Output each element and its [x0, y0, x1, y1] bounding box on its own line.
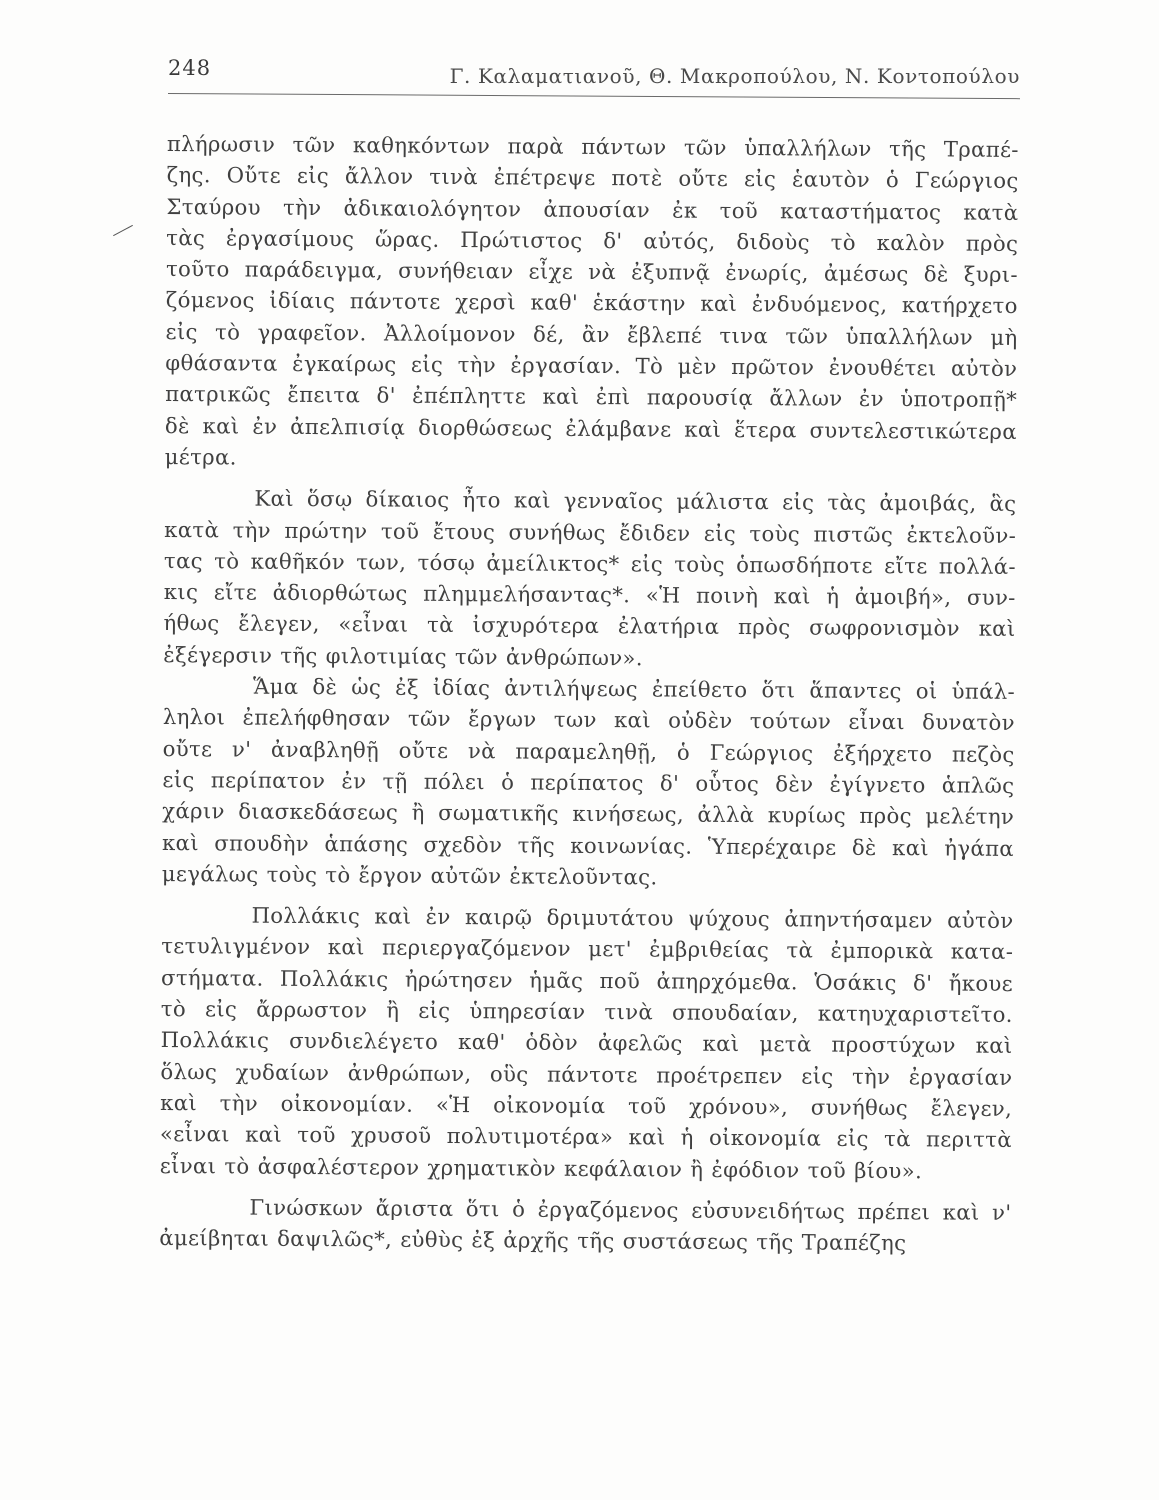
text-line: Ἅμα δὲ ὡς ἐξ ἰδίας ἀντιλήψεως ἐπείθετο ὅτι ἅπαντες οἱ ὑπάλ-: [253, 673, 1016, 704]
text-line: μεγάλως τοὺς τὸ ἔργον αὐτῶν ἐκτελοῦντας.: [161, 860, 658, 890]
text-line: δὲ καὶ ἐν ἀπελπισίᾳ διορθώσεως ἐλάμβανε καὶ ἕτερα συντελεστικώτερα: [164, 412, 1017, 444]
text-line: τας τὸ καθῆκόν των, τόσῳ ἀμείλικτος* εἰς τοὺς ὁπωσδήποτε εἴτε πολλά-: [163, 547, 1017, 579]
text-line: κατὰ τὴν πρώτην τοῦ ἔτους συνήθως ἔδιδεν εἰς τοὺς πιστῶς ἐκτελοῦν-: [164, 516, 1017, 548]
text-line: τετυλιγμένον καὶ περιεργαζόμενον μετ' ἐμβριθείας τὰ ἐμπορικὰ κατα-: [161, 933, 1014, 965]
text-line: καὶ τὴν οἰκονομίαν. «Ἡ οἰκονομία τοῦ χρόνου», συνήθως ἔλεγεν,: [160, 1089, 1013, 1121]
text-line: στήματα. Πολλάκις ἠρώτησεν ἡμᾶς ποῦ ἀπηρχόμεθα. Ὁσάκις δ' ἤκουε: [160, 964, 1014, 996]
text-line: καὶ σπουδὴν ἁπάσης σχεδὸν τῆς κοινωνίας. Ὑπερέχαιρε δὲ καὶ ἠγάπα: [161, 829, 1015, 861]
page-number: 248: [168, 56, 212, 80]
header-authors: Γ. Καλαματιανοῦ, Θ. Μακροπούλου, Ν. Κοντοπούλου: [449, 64, 1020, 88]
margin-pencil-mark: [113, 225, 133, 236]
text-line: ήθως ἔλεγεν, «εἶναι τὰ ἰσχυρότερα ἐλατήρια πρὸς σωφρονισμὸν καὶ: [163, 610, 1016, 642]
text-line: τὰς ἐργασίμους ὥρας. Πρώτιστος δ' αὐτός, διδοὺς τὸ καλὸν πρὸς: [166, 224, 1019, 256]
text-line: εἰς τὸ γραφεῖον. Ἀλλοίμονον δέ, ἂν ἔβλεπέ τινα τῶν ὑπαλλήλων μὴ: [165, 318, 1018, 350]
text-line: εἰς περίπατον ἐν τῇ πόλει ὁ περίπατος δ' οὗτος δὲν ἐγίγνετο ἁπλῶς: [162, 766, 1015, 798]
text-line: ἀμείβηται δαψιλῶς*, εὐθὺς ἐξ ἀρχῆς τῆς συστάσεως τῆς Τραπέζης: [159, 1225, 907, 1256]
text-line: κις εἴτε ἀδιορθώτως πλημμελήσαντας*. «Ἡ ποινὴ καὶ ἡ ἀμοιβή», συν-: [163, 579, 1016, 611]
text-line: Πολλάκις συνδιελέγετο καθ' ὁδὸν ἀφελῶς καὶ μετὰ προστύχων καὶ: [160, 1027, 1013, 1059]
text-line: Πολλάκις καὶ ἐν καιρῷ δριμυτάτου ψύχους ἀπηντήσαμεν αὐτὸν: [251, 902, 1014, 934]
text-line: Σταύρου τὴν ἀδικαιολόγητον ἀπουσίαν ἐκ τοῦ καταστήματος κατὰ: [166, 193, 1019, 225]
text-line: Γινώσκων ἄριστα ὅτι ὁ ἐργαζόμενος εὐσυνειδήτως πρέπει καὶ ν': [249, 1194, 1012, 1225]
text-line: τοῦτο παράδειγμα, συνήθειαν εἶχε νὰ ἐξυπνᾷ ἐνωρίς, ἀμέσως δὲ ξυρι-: [165, 256, 1019, 288]
text-line: Καὶ ὅσῳ δίκαιος ἦτο καὶ γενναῖος μάλιστα εἰς τὰς ἀμοιβάς, ἃς: [254, 485, 1017, 517]
text-line: ζόμενος ἰδίαις πάντοτε χερσὶ καθ' ἑκάστην καὶ ἐνδυόμενος, κατήρχετο: [165, 287, 1018, 319]
text-line: ληλοι ἐπελήφθησαν τῶν ἔργων των καὶ οὐδὲν τούτων εἶναι δυνατὸν: [162, 704, 1015, 736]
text-line: πατρικῶς ἔπειτα δ' ἐπέπληττε καὶ ἐπὶ παρουσίᾳ ἄλλων ἐν ὑποτροπῇ*: [165, 381, 1018, 413]
text-line: ὅλως χυδαίων ἀνθρώπων, οὓς πάντοτε προέτρεπεν εἰς τὴν ἐργασίαν: [160, 1058, 1013, 1090]
text-line: φθάσαντα ἐγκαίρως εἰς τὴν ἐργασίαν. Τὸ μὲν πρῶτον ἐνουθέτει αὐτὸν: [165, 350, 1018, 382]
text-line: ἐξέγερσιν τῆς φιλοτιμίας τῶν ἀνθρώπων».: [163, 641, 643, 671]
text-line: εἶναι τὸ ἀσφαλέστερον χρηματικὸν κεφάλαιον ἢ ἐφόδιον τοῦ βίου».: [159, 1152, 923, 1183]
body-text: [159, 128, 1019, 1259]
text-line: πλήρωσιν τῶν καθηκόντων παρὰ πάντων τῶν ὑπαλλήλων τῆς Τραπέ-: [166, 130, 1019, 162]
text-line: τὸ εἰς ἄρρωστον ἢ εἰς ὑπηρεσίαν τινὰ σπουδαίαν, κατηυχαριστεῖτο.: [160, 995, 1013, 1027]
text-line: ζης. Οὔτε εἰς ἄλλον τινὰ ἐπέτρεψε ποτὲ οὔτε εἰς ἑαυτὸν ὁ Γεώργιος: [166, 162, 1019, 194]
running-head: [168, 56, 1020, 96]
text-line: χάριν διασκεδάσεως ἢ σωματικῆς κινήσεως, ἀλλὰ κυρίως πρὸς μελέτην: [162, 798, 1015, 830]
text-line: μέτρα.: [164, 443, 237, 470]
text-line: οὔτε ν' ἀναβληθῇ οὔτε νὰ παραμεληθῇ, ὁ Γεώργιος ἐξήρχετο πεζὸς: [162, 735, 1015, 767]
text-line: «εἶναι καὶ τοῦ χρυσοῦ πολυτιμοτέρα» καὶ ἡ οἰκονομία εἰς τὰ περιττὰ: [159, 1121, 1013, 1153]
